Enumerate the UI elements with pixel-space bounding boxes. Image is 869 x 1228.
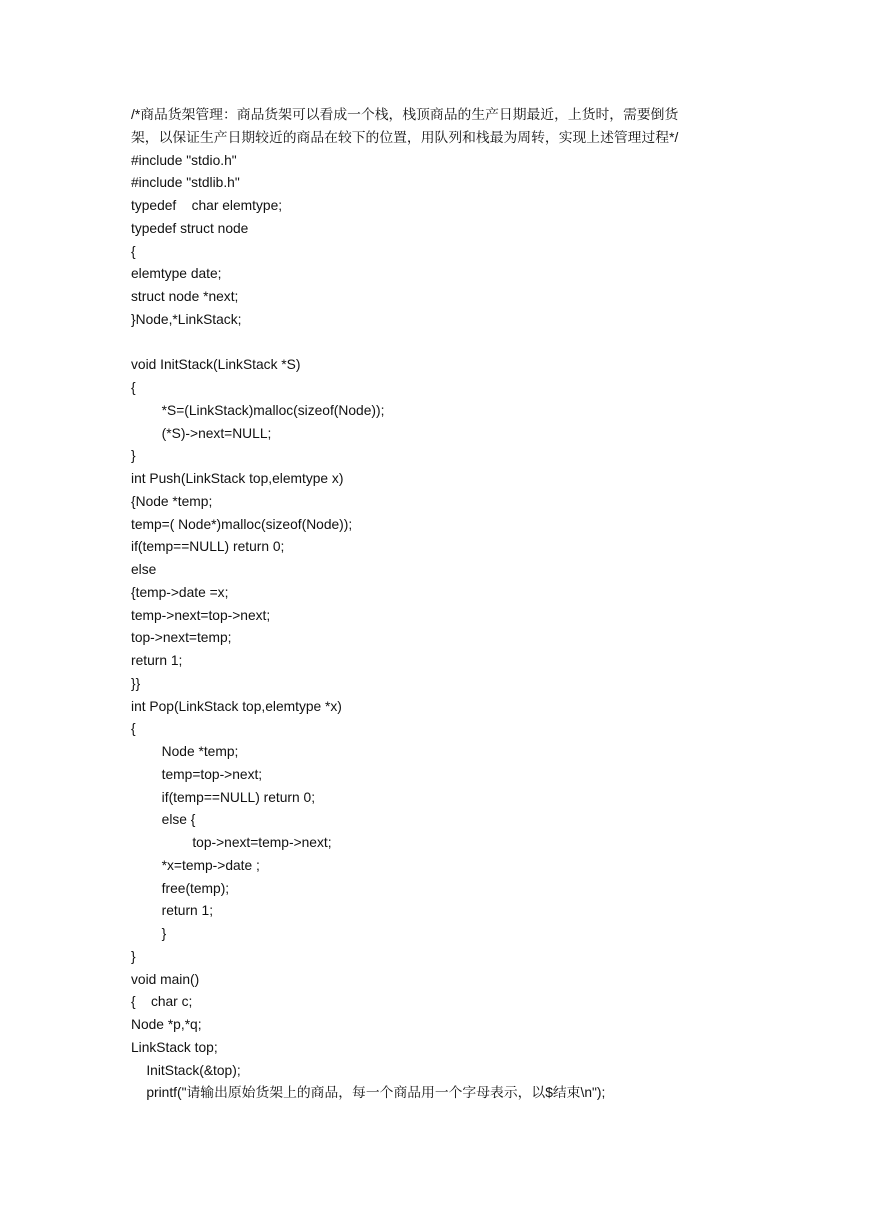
code-line-34: *x=temp->date ; — [131, 857, 260, 873]
code-line-37: } — [131, 926, 167, 941]
code-line-31: if(temp==NULL) return 0; — [131, 789, 316, 805]
code-line-16: } — [131, 448, 136, 464]
code-line-3: #include "stdio.h" — [131, 152, 237, 168]
code-line-26: }} — [131, 675, 141, 691]
code-line-21: else — [131, 562, 157, 577]
code-line-39: void main() — [131, 971, 200, 987]
code-line-43: InitStack(&top); — [131, 1062, 241, 1078]
comment-line-1: /*商品货架管理：商品货架可以看成一个栈，栈顶商品的生产日期最近，上货时，需要倒货 — [131, 107, 679, 122]
code-line-13: { — [131, 380, 136, 395]
code-line-17: int Push(LinkStack top,elemtype x) — [131, 471, 344, 486]
code-line-36: return 1; — [131, 903, 214, 919]
code-line-32: else { — [131, 812, 196, 828]
code-line-8: elemtype date; — [131, 266, 222, 282]
code-line-9: struct node *next; — [131, 289, 239, 304]
code-line-38: } — [131, 948, 136, 964]
code-line-7: { — [131, 243, 136, 259]
blank-line-11 — [131, 332, 751, 355]
code-line-12: void InitStack(LinkStack *S) — [131, 357, 301, 373]
code-line-6: typedef struct node — [131, 220, 249, 236]
code-line-4: #include "stdlib.h" — [131, 175, 240, 191]
code-listing — [131, 104, 751, 1105]
code-line-27: int Pop(LinkStack top,elemtype *x) — [131, 698, 342, 714]
code-line-5: typedef char elemtype; — [131, 198, 283, 213]
comment-line-2: 架，以保证生产日期较近的商品在较下的位置，用队列和栈最为周转，实现上述管理过程*/ — [131, 129, 679, 145]
code-line-15: (*S)->next=NULL; — [131, 425, 272, 441]
code-line-30: temp=top->next; — [131, 766, 263, 782]
code-line-41: Node *p,*q; — [131, 1017, 202, 1032]
code-line-14: *S=(LinkStack)malloc(sizeof(Node)); — [131, 402, 385, 418]
code-line-18: {Node *temp; — [131, 493, 213, 509]
code-line-20: if(temp==NULL) return 0; — [131, 539, 285, 555]
code-line-42: LinkStack top; — [131, 1039, 218, 1055]
code-line-28: { — [131, 721, 136, 737]
code-line-35: free(temp); — [131, 880, 230, 896]
code-line-19: temp=( Node*)malloc(sizeof(Node)); — [131, 516, 353, 532]
code-line-23: temp->next=top->next; — [131, 607, 271, 623]
code-line-22: {temp->date =x; — [131, 584, 229, 600]
code-line-29: Node *temp; — [131, 744, 239, 759]
code-line-44: printf("请输出原始货架上的商品，每一个商品用一个字母表示，以$结束\n"); — [131, 1085, 606, 1101]
code-line-25: return 1; — [131, 653, 183, 668]
code-line-40: { char c; — [131, 994, 193, 1010]
code-line-24: top->next=temp; — [131, 630, 232, 646]
code-line-33: top->next=temp->next; — [131, 835, 332, 850]
code-line-10: }Node,*LinkStack; — [131, 311, 242, 327]
